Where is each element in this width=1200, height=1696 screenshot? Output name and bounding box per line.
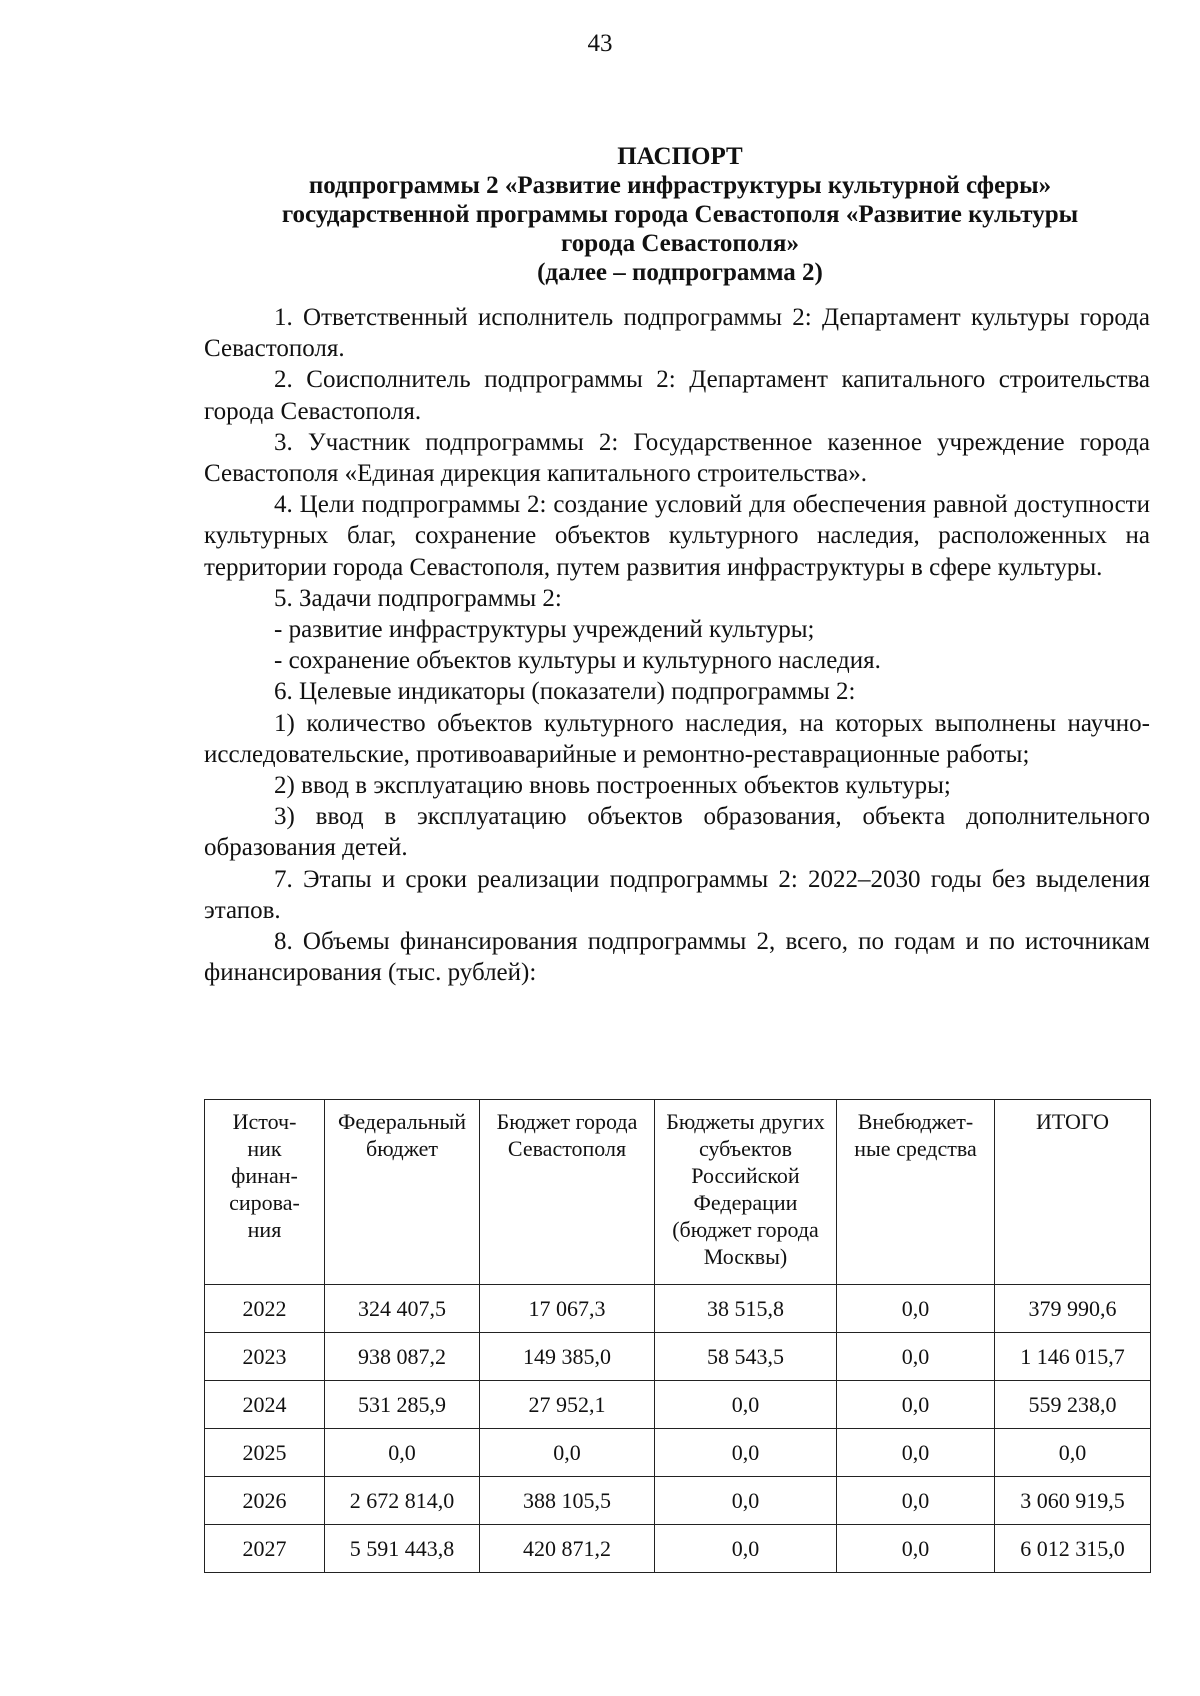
table-cell: 3 060 919,5 (995, 1477, 1151, 1525)
funding-table (204, 1099, 1151, 1573)
table-cell: 0,0 (480, 1429, 655, 1477)
passport-heading (200, 142, 1160, 287)
table-cell: 2 672 814,0 (325, 1477, 480, 1525)
paragraph-indicators: 6. Целевые индикаторы (показатели) подпрограммы 2: (274, 678, 856, 706)
page-number: 43 (587, 30, 613, 57)
table-cell: 420 871,2 (480, 1525, 655, 1573)
table-cell: 6 012 315,0 (995, 1525, 1151, 1573)
paragraph-funding: 8. Объемы финансирования подпрограммы 2, всего, по годам и по источникам финансирования (тыс. рублей): (204, 928, 1150, 987)
table-header-cell: Федеральный бюджет (325, 1100, 480, 1285)
indicator-item: 3) ввод в эксплуатацию объектов образования, объекта дополнительного образования детей. (204, 803, 1150, 862)
heading-line: подпрограммы 2 «Развитие инфраструктуры культурной сферы» (308, 172, 1052, 199)
task-item: - развитие инфраструктуры учреждений культуры; (274, 616, 815, 644)
table-cell: 0,0 (837, 1381, 995, 1429)
passport-body (204, 302, 1150, 988)
table-cell: 38 515,8 (655, 1285, 837, 1333)
table-cell: 2024 (205, 1381, 325, 1429)
table-header-cell: Внебюджет- ные средства (837, 1100, 995, 1285)
task-item: - сохранение объектов культуры и культурного наследия. (274, 647, 881, 675)
table-row (205, 1477, 1151, 1525)
table-cell: 0,0 (837, 1333, 995, 1381)
table-cell: 27 952,1 (480, 1381, 655, 1429)
table-row (205, 1333, 1151, 1381)
table-row (205, 1525, 1151, 1573)
table-cell: 559 238,0 (995, 1381, 1151, 1429)
table-cell: 0,0 (655, 1477, 837, 1525)
table-cell: 5 591 443,8 (325, 1525, 480, 1573)
table-cell: 388 105,5 (480, 1477, 655, 1525)
table-cell: 379 990,6 (995, 1285, 1151, 1333)
table-cell: 324 407,5 (325, 1285, 480, 1333)
table-row (205, 1429, 1151, 1477)
table-cell: 0,0 (837, 1525, 995, 1573)
table-cell: 2023 (205, 1333, 325, 1381)
heading-line: города Севастополя» (561, 230, 799, 257)
table-cell: 2025 (205, 1429, 325, 1477)
table-cell: 17 067,3 (480, 1285, 655, 1333)
table-cell: 2027 (205, 1525, 325, 1573)
table-cell: 0,0 (325, 1429, 480, 1477)
paragraph-tasks: 5. Задачи подпрограммы 2: (274, 584, 562, 612)
paragraph-participant: 3. Участник подпрограммы 2: Государственное казенное учреждение города Севастополя «Единая дирекция капитального строительства». (204, 428, 1150, 488)
table-header-cell: Бюджет города Севастополя (480, 1100, 655, 1285)
table-cell: 1 146 015,7 (995, 1333, 1151, 1381)
table-header-cell: ИТОГО (995, 1100, 1151, 1285)
heading-title: ПАСПОРТ (617, 143, 743, 170)
table-cell: 0,0 (655, 1429, 837, 1477)
table-header-row (205, 1100, 1151, 1285)
table-row (205, 1381, 1151, 1429)
table-header-cell: Источ- ник финан- сирова- ния (205, 1100, 325, 1285)
table-cell: 0,0 (655, 1525, 837, 1573)
indicator-item: 2) ввод в эксплуатацию вновь построенных объектов культуры; (274, 772, 951, 800)
table-cell: 0,0 (837, 1285, 995, 1333)
heading-line: государственной программы города Севастополя «Развитие культуры (281, 201, 1079, 228)
table-cell: 0,0 (655, 1381, 837, 1429)
paragraph-goals: 4. Цели подпрограммы 2: создание условий для обеспечения равной доступности культурных благ, сохранение объектов культурного наследия, расположенных на территории города Севастополя, путем развития инфраструктуры в сфере культуры. (204, 491, 1150, 581)
table-header-cell: Бюджеты других субъектов Российской Федерации (бюджет города Москвы) (655, 1100, 837, 1285)
table-row (205, 1285, 1151, 1333)
table-cell: 0,0 (995, 1429, 1151, 1477)
table-cell: 58 543,5 (655, 1333, 837, 1381)
indicator-item: 1) количество объектов культурного наследия, на которых выполнены научно-исследовательские, противоаварийные и ремонтно-реставрационные работы; (204, 709, 1150, 768)
table-cell: 0,0 (837, 1429, 995, 1477)
paragraph-co-executor: 2. Соисполнитель подпрограммы 2: Департамент капитального строительства города Севастополя. (204, 366, 1150, 425)
paragraph-stages: 7. Этапы и сроки реализации подпрограммы 2: 2022–2030 годы без выделения этапов. (204, 865, 1150, 924)
heading-line: (далее – подпрограмма 2) (537, 259, 823, 286)
paragraph-responsible-executor: 1. Ответственный исполнитель подпрограммы 2: Департамент культуры города Севастополя. (204, 304, 1150, 363)
table-cell: 531 285,9 (325, 1381, 480, 1429)
table-cell: 149 385,0 (480, 1333, 655, 1381)
table-cell: 0,0 (837, 1477, 995, 1525)
table-cell: 938 087,2 (325, 1333, 480, 1381)
table-body (205, 1285, 1151, 1573)
table-cell: 2022 (205, 1285, 325, 1333)
table-cell: 2026 (205, 1477, 325, 1525)
